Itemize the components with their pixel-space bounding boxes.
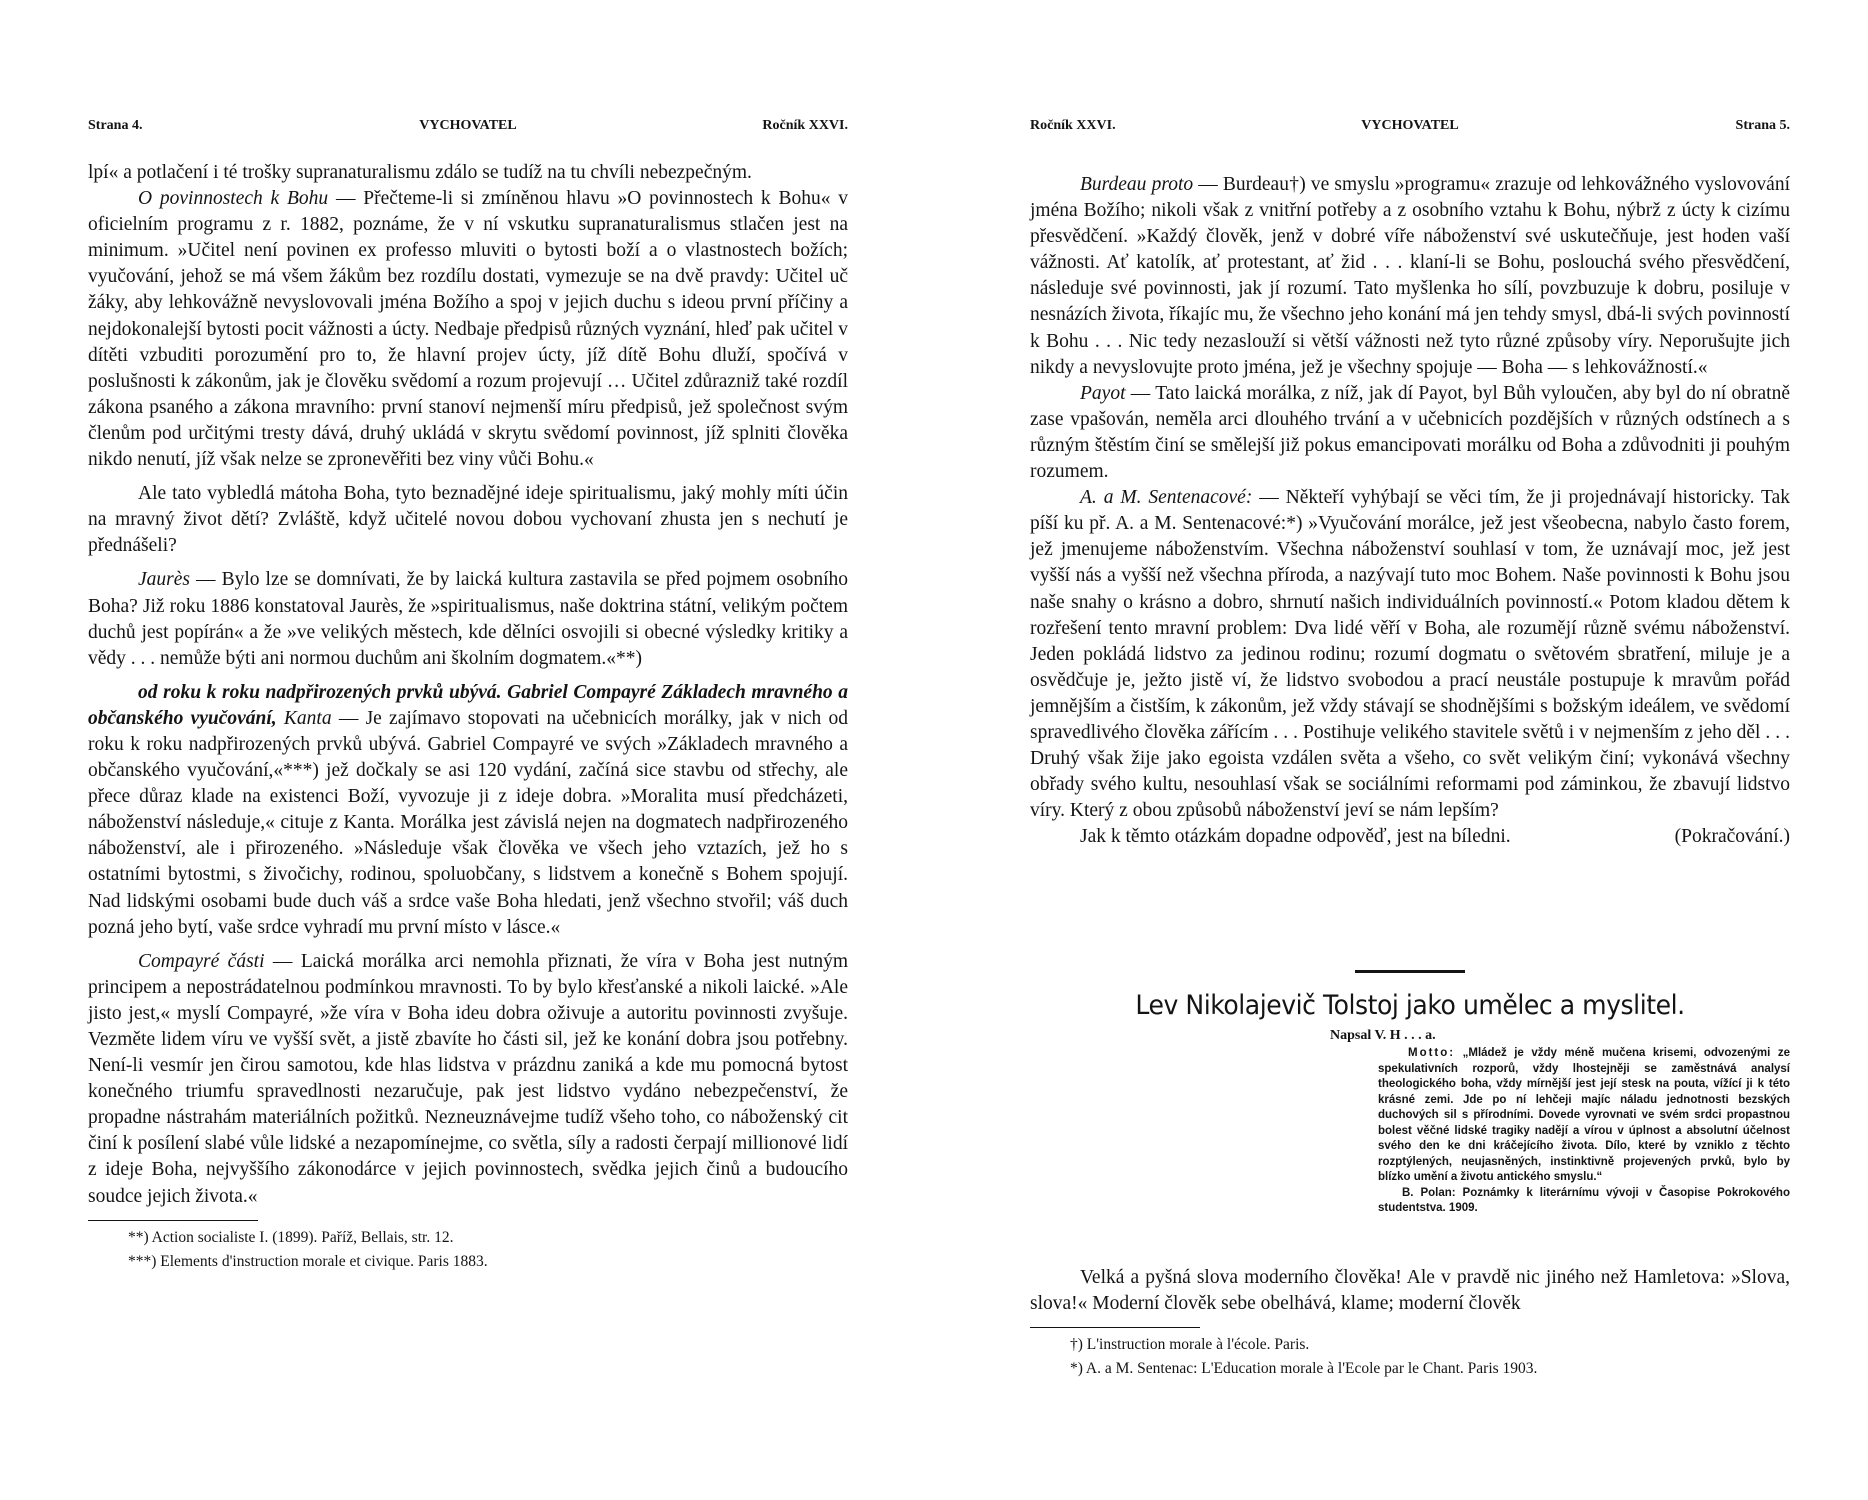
left-page [88,0,848,1500]
article-opening-text [1030,1265,1790,1317]
article-title: Lev Nikolajevič Tolstoj jako umělec a myslitel. [1135,990,1685,1021]
left-p5-author: Gabriel Compayré [507,681,656,703]
right-footnote: †) L'instruction morale à l'école. Paris. [1070,1336,1310,1353]
left-p2-title: O povinnostech k Bohu [138,188,329,210]
right-p1-name: Burdeau [1080,174,1147,195]
article-divider [1355,970,1465,973]
right-paragraph-1-text: Burdeau†) ve smyslu »programu« zrazuje od lehkovážného vyslovování jména Božího; nikoli však z vnitřní potřeby a z osobního vztahu k Bohu, nýbrž z úcty k cizímu přesvědčení. »Každý člověk, jenž v dobré víře náboženství své uskutečňuje, jest hoden vaší vážnosti. Ať katolík, ať protestant, ať žid . . . klaní-li se Bohu, poslouchá svého přesvědčení, následuje své povinnosti, jak jí rozumí. Tato myšlenka ho sílí, povzbuzuje k dobru, posiluje v nesnázích života, říkajíc mu, že všechno jeho konání má jen tehdy smysl, dbá-li svých povinností k Bohu . . . Nic tedy nezaslouží si větší vážnosti než tyto různé způsoby víry. Neporušujte jich nikdy a nevyslovujte proto jména, jež je všechny spojuje — Boha — s lehkovážností.« [1030,174,1791,378]
right-page-header [1030,118,1790,138]
left-p5-phrase: od roku k roku nadpřirozených prvků ubývá. [138,681,502,703]
right-paragraph-3-text: Někteří vyhýbají se věci tím, že ji projednávají historicky. Tak píší ku př. A. a M. Sentenacové:*) »Vyučování morálce, jež jest všeobecna, nabylo často forem, jež jmenujeme náboženstvím. Všechna náboženství souhlasí v tom, že uznávají moc, jež jest vyšší nás a vyšší než všechna příroda, a nazývají tuto moc Bohem. Naše povinnosti k Bohu jsou naše snahy o krásno a dobro, shrnutí našich individuálních povinností.« Potom kladou dětem k rozřešení tento mravní problem: Dva lidé věří v Boha, ale rozumějí různě svému náboženství. Jeden pokládá lidstvo za jedinou rodinu; rozumí dogmatu o světovém sbratření, miluje je a osvědčuje je, ježto jistě ví, že lidstvo svobodou a prací neustále postupuje k mravům pořád jemnějším a čistším, k zákonům, jež vždy stávají se shodnějšími s božským ideálem, ve svědomí spravedlivého člověka zářícím . . . Postihuje velikého stavitele světů i v nejmenším z jeho děl . . . Druhý však žije jako egoista vzdálen světa a všeho, co svět velikým činí; vykonává všechny obřady svého kultu, nesouhlasí však se sociálními reformami pod záminkou, že zbavují lidstvo víry. Který z obou způsobů náboženství jeví se nám lepším? [1030,487,1791,822]
article-motto [1378,1046,1790,1217]
left-paragraph-6: Compayré části — Laická morálka arci nemohla přiznati, že víra v Boha jest nutným principem a nepostrádatelnou podmínkou mravnosti. To by bylo křesťanské a nikoli laické. »Ale jisto jest,« myslí Compayré, »že víra v Boha ideu dobra oživuje a autoritu povinnosti zvyšuje. Vezměte lidem víru ve vyšší svět, a jistě zbavíte ho části sil, jež ke konání dobra jsou potřebny. Není-li vesmír jen čirou samotou, kde hlas lidstva v prázdnu zaniká a kde mu pomocná bytost konečného triumfu spravedlnosti nezaručuje, pak jest lidstvo vydáno nebezpečenství, že propadne nástrahám materiálních požitků. Nezneuznávejme tudíž všeho toho, co náboženský cit činí k posílení slabé vůle lidské a nezapomínejme, co světla, síly a radosti čerpají millionové lidí z ideje Boha, nejvyššího zákonodárce v jejich povinnostech, svědka jejich činů a budoucího soudce jejich života.« [88,950,849,1207]
right-p3-authors: A. a M. Sentenacové: [1080,487,1253,509]
left-p5-kant: Kanta [283,707,332,729]
right-p2-name: Payot [1080,382,1126,404]
motto-text [1378,1046,1790,1186]
right-footnotes [1070,1333,1537,1381]
motto-label: Motto: [1408,1047,1456,1059]
left-footnote: ***) Elements d'instruction morale et civique. Paris 1883. [128,1253,488,1270]
right-p1-proto: proto [1151,174,1194,195]
right-paragraph-2-text: Tato laická morálka, z níž, jak dí Payot, byl Bůh vyloučen, aby byl do ní obratně zase vpašován, neměla arci dlouhého trvání a v učebnicích pozdějších v různých odstínech a s různým štěstím činí se smělejší již pokus emancipovati morálku od Boha a zdůvodniti ji pouhým rozumem. [1030,382,1790,483]
article-opening-paragraph: Velká a pyšná slova moderního člověka! Ale v pravdě nic jiného než Hamletova: »Slova, slova!« Moderní člověk sebe obelhává, klame; moderní člověk [1030,1267,1790,1315]
left-footnote: **) Action socialiste I. (1899). Paříž, Bellais, str. 12. [128,1229,454,1246]
left-p6-author: Compayré [138,950,220,972]
article-byline: Napsal V. H . . . a. [1330,1028,1436,1043]
left-paragraph-1: lpí« a potlačení i té trošky supranaturalismu zdálo se tudíž na tu chvíli nebezpečným. [88,162,752,183]
left-p6-cast: části [227,950,265,972]
left-page-number: Strana 4. [88,118,143,133]
right-page [1030,0,1790,1500]
continued-note: (Pokračování.) [1674,826,1790,848]
left-paragraph-6-text: Laická morálka arci nemohla přiznati, že víra v Boha jest nutným principem a nepostrádatelnou podmínkou mravnosti. To by bylo křesťanské a nikoli laické. »Ale jisto jest,« myslí Compayré, »že víra v Boha ideu dobra oživuje a autoritu povinnosti zvyšuje. Vezměte lidem víru ve vyšší svět, a jistě zbavíte ho části sil, jež ke konání dobra jsou potřebny. Není-li vesmír jen čirou samotou, kde hlas lidstva v prázdnu zaniká a kde mu pomocná bytost konečného triumfu spravedlnosti nezaručuje, pak jest lidstvo vydáno nebezpečenství, že propadne nástrahám materiálních požitků. Nezneuznávejme tudíž všeho toho, co náboženský cit činí k posílení slabé vůle lidské a nezapomínejme, co světla, síly a radosti čerpají millionové lidí z ideje Boha, nejvyššího zákonodárce v jejich povinnostech, svědka jejich činů a budoucího soudce jejich života.« [88,950,849,1207]
motto-quote: „Mládež je vždy méně mučena krisemi, odvozenými ze spekulativních rozporů, vždy lhostejněji se zaměstnává analysí theologického boha, vždy mírnější jest její stesk na pouta, vížící ji k této krásné zemi. Jde po ní lehčeji majíc náladu jednotnosti bezských duchových sil s přírodními. Dovede vyrovnati ve svém srdci propastnou bolest věčné lidské tragiky nadějí a vírou v úplnost a absolutní účelnost svého den ke dni kráčejícího života. Dílo, které by vzniklo z těchto rozptýlených, neujasněných, instinktivně projevených prvků, bylo by blízko umění a životu antického smyslu.“ [1378,1047,1790,1183]
left-footnotes [128,1226,488,1274]
left-paragraph-5-text: Je zajímavo stopovati na učebnicích morálky, jak v nich od roku k roku nadpřirozených prvků ubývá. Gabriel Compayré ve svých »Základech mravného a občanského vyučování,«***) jež dočkaly se asi 120 vydání, začíná sice stavbu od střechy, ale přece důraz klade na existenci Boží, vyvozuje ji z ideje dobra. »Moralita musí předcházeti, náboženství následuje,« cituje z Kanta. Morálka jest závislá nejen na dogmatech nadpřirozeného náboženství, ale i přirozeného. »Následuje však člověka ve všech jeho vztazích, jež ho s ostatními bytostmi, s živočichy, rodinou, spoluobčany, s lidstvem a konečně s Bohem spojují. Nad lidskými osobami bude duch váš a srdce vaše Boha hledati, jenž všechno stvořil; váš duch pozná jeho bytí, vaše srdce vyhradí mu první místo v lásce.« [88,707,848,938]
right-page-number: Strana 5. [1735,118,1790,133]
right-journal-title: VYCHOVATEL [1361,118,1459,133]
left-p4-name: Jaurès [138,569,190,591]
right-volume: Ročník XXVI. [1030,118,1116,133]
left-paragraph-4: Jaurès — Bylo lze se domnívati, že by laická kultura zastavila se před pojmem osobního Boha? Již roku 1886 konstatoval Jaurès, že »spiritualismus, naše doktrina státní, velikým počtem duchů jest popírán« a že »ve velikých městech, kde dělníci osvojili si obecné výsledky kritiky a vědy . . . nemůže býti ani normou duchům ani školním dogmatem.«**) [88,569,848,669]
left-page-header [88,118,848,138]
right-paragraph-2: Payot — Tato laická morálka, z níž, jak dí Payot, byl Bůh vyloučen, aby byl do ní obratně zase vpašován, neměla arci dlouhého trvání a v učebnicích pozdějších v různých odstínech a s různým štěstím činí se smělejší již pokus emancipovati morálku od Boha a zdůvodniti ji pouhým rozumem. [1030,382,1790,483]
motto-source: B. Polan: Poznámky k literárnímu vývoji v Časopise Pokrokového studentstva. 1909. [1378,1186,1790,1214]
right-paragraph-3: A. a M. Sentenacové: — Někteří vyhýbají se věci tím, že ji projednávají historicky. Tak píší ku př. A. a M. Sentenacové:*) »Vyučování morálce, jež jest všeobecna, nabylo často forem, jež jmenujeme náboženstvím. Všechna náboženství souhlasí v tom, že uznávají moc, jež jest vyšší nás a vyšší než všechna příroda, a nazývají tuto moc Bohem. Naše povinnosti k Bohu jsou naše snahy o krásno a dobro, shrnutí našich individuálních povinností.« Potom kladou dětem k rozřešení tento mravní problem: Dva lidé věří v Boha, ale rozumějí různě svému náboženství. Jeden pokládá lidstvo za jedinou rodinu; rozumí dogmatu o světovém sbratření, miluje je a osvědčuje je, ježto jistě ví, že lidstvo svobodou a prací neustále postupuje k mravům pořád jemnějším a čistším, k zákonům, jež vždy stávají se shodnějšími s božským ideálem, ve svědomí spravedlivého člověka zářícím . . . Postihuje velikého stavitele světů i v nejmenším z jeho děl . . . Druhý však žije jako egoista vzdálen světa a všeho, co svět velikým činí; vykonává všechny obřady svého kultu, nesouhlasí však se sociálními reformami pod záminkou, že zbavují lidstvo víry. Který z obou způsobů náboženství jeví se nám lepším? [1030,487,1791,822]
left-p5-book: Základech mravného a občanského vyučování, [88,681,849,729]
right-footnote: *) A. a M. Sentenac: L'Education morale à l'Ecole par le Chant. Paris 1903. [1070,1360,1538,1377]
left-journal-title: VYCHOVATEL [419,118,517,133]
right-body-text [1030,172,1790,850]
left-footnote-rule [88,1220,258,1221]
left-paragraph-2-text: Přečteme-li si zmíněnou hlavu »O povinnostech k Bohu« v oficielním programu z r. 1882, poznáme, že v ní vskutku supranaturalismus stlačen jest na minimum. »Učitel není povinen ex professo mluviti o bytosti boží a o vlastnostech božích; vyučování, jehož se má všem žákům bez rozdílu dostati, vymezuje se na dvě pravdy: Učitel uč žáky, aby lehkovážně nevyslovovali jména Božího a spoj v jejich duchu s ideou první příčiny a nejdokonalejší bytosti pocit vážnosti a úcty. Nedbaje předpisů různých vyznání, hleď pak učitel v dítěti vzbuditi porozumění pro to, že hlavní projev úcty, jíž dítě Bohu dluží, spočívá v poslušnosti k zákonům, jak je člověku svědomí a rozum projevují … Učitel zdůrazniž také rozdíl zákona psaného a zákona mravního: první stanoví nejmenší míru předpisů, jež společnost svým členům pod určitými tresty dává, druhý ukládá v skrytu svědomí povinnost, jíž splniti člověka nikdo nenutí, jíž však nelze se zpronevěřiti bez viny vůči Bohu.« [88,188,849,471]
right-paragraph-1: Burdeau proto — Burdeau†) ve smyslu »programu« zrazuje od lehkovážného vyslovování jména Božího; nikoli však z vnitřní potřeby a z osobního vztahu k Bohu, nýbrž z úcty k cizímu přesvědčení. »Každý člověk, jenž v dobré víře náboženství své uskutečňuje, jest hoden vaší vážnosti. Ať katolík, ať protestant, ať žid . . . klaní-li se Bohu, poslouchá svého přesvědčení, následuje své povinnosti, jak jí rozumí. Tato myšlenka ho sílí, povzbuzuje k dobru, posiluje v nesnázích života, říkajíc mu, že všechno jeho konání má jen tehdy smysl, dbá-li svých povinností k Bohu . . . Nic tedy nezaslouží si větší vážnosti než tyto různé způsoby víry. Neporušujte jich nikdy a nevyslovujte proto jména, jež je všechny spojuje — Boha — s lehkovážností.« [1030,174,1791,378]
left-paragraph-3: Ale tato vybledlá mátoha Boha, tyto beznadějné ideje spiritualismu, jaký mohly míti účin na mravný život dětí? Zvláště, když učitelé novou dobou vychovaní zhusta jen s nechutí je přednášeli? [88,483,848,557]
right-paragraph-4 [1030,824,1790,850]
left-body-text [88,160,848,1210]
left-volume: Ročník XXVI. [762,118,848,133]
left-paragraph-5: od roku k roku nadpřirozených prvků ubývá. Gabriel Compayré Základech mravného a občanského vyučování, Kanta — Je zajímavo stopovati na učebnicích morálky, jak v nich od roku k roku nadpřirozených prvků ubývá. Gabriel Compayré ve svých »Základech mravného a občanského vyučování,«***) jež dočkaly se asi 120 vydání, začíná sice stavbu od střechy, ale přece důraz klade na existenci Boží, vyvozuje ji z ideje dobra. »Moralita musí předcházeti, náboženství následuje,« cituje z Kanta. Morálka jest závislá nejen na dogmatech nadpřirozeného náboženství, ale i přirozeného. »Následuje však člověka ve všech jeho vztazích, jež ho s ostatními bytostmi, s živočichy, rodinou, spoluobčany, s lidstvem a konečně s Bohem spojují. Nad lidskými osobami bude duch váš a srdce vaše Boha hledati, jenž všechno stvořil; váš duch pozná jeho bytí, vaše srdce vyhradí mu první místo v lásce.« [88,681,849,938]
left-paragraph-2: O povinnostech k Bohu — Přečteme-li si zmíněnou hlavu »O povinnostech k Bohu« v oficielním programu z r. 1882, poznáme, že v ní vskutku supranaturalismus stlačen jest na minimum. »Učitel není povinen ex professo mluviti o bytosti boží a o vlastnostech božích; vyučování, jehož se má všem žákům bez rozdílu dostati, vymezuje se na dvě pravdy: Učitel uč žáky, aby lehkovážně nevyslovovali jména Božího a spoj v jejich duchu s ideou první příčiny a nejdokonalejší bytosti pocit vážnosti a úcty. Nedbaje předpisů různých vyznání, hleď pak učitel v dítěti vzbuditi porozumění pro to, že hlavní projev úcty, jíž dítě Bohu dluží, spočívá v poslušnosti k zákonům, jak je člověku svědomí a rozum projevují … Učitel zdůrazniž také rozdíl zákona psaného a zákona mravního: první stanoví nejmenší míru předpisů, jež společnost svým členům pod určitými tresty dává, druhý ukládá v skrytu svědomí povinnost, jíž splniti člověka nikdo nenutí, jíž však nelze se zpronevěřiti bez viny vůči Bohu.« [88,188,849,471]
right-paragraph-4-text: Jak k těmto otázkám dopadne odpověď, jest na bíledni. [1080,826,1511,848]
right-footnote-rule [1030,1327,1200,1328]
left-paragraph-4-text: Bylo lze se domnívati, že by laická kultura zastavila se před pojmem osobního Boha? Již roku 1886 konstatoval Jaurès, že »spiritualismus, naše doktrina státní, velikým počtem duchů jest popírán« a že »ve velikých městech, kde dělníci osvojili si obecné výsledky kritiky a vědy . . . nemůže býti ani normou duchům ani školním dogmatem.«**) [88,569,848,669]
